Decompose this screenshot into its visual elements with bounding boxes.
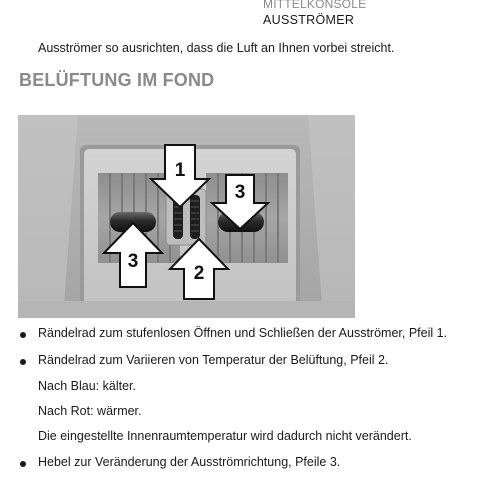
list-item-text: Rändelrad zum Variieren von Temperatur der Belüftung, Pfeil 2. [38, 353, 389, 367]
list-item-text: Rändelrad zum stufenlosen Öffnen und Schließen der Ausströmer, Pfeil 1. [38, 326, 448, 340]
subsection-title: AUSSTRÖMER [263, 13, 355, 27]
section-header [263, 0, 463, 27]
bullet-icon [20, 332, 26, 338]
section-title: MITTELKONSOLE [263, 0, 367, 10]
rear-vent-drawing [18, 115, 355, 318]
blue-setting-text: Nach Blau: kälter. [38, 379, 136, 393]
temperature-note-text: Die eingestellte Innenraumtemperatur wird dadurch nicht verändert. [38, 429, 412, 443]
red-setting-text: Nach Rot: wärmer. [38, 404, 142, 418]
arrow-label-2: 2 [193, 263, 205, 284]
list-item-text: Hebel zur Veränderung der Ausströmrichtung, Pfeile 3. [38, 455, 341, 469]
arrow-label-1: 1 [174, 160, 186, 181]
page-heading: BELÜFTUNG IM FOND [19, 70, 215, 90]
arrow-label-3-left: 3 [127, 251, 139, 272]
bullet-icon [20, 461, 26, 467]
intro-paragraph: Ausströmer so ausrichten, dass die Luft an Ihnen vorbei streicht. [38, 41, 395, 55]
bullet-icon [20, 359, 26, 365]
arrow-label-3-right: 3 [234, 182, 246, 203]
rear-vent-illustration [18, 115, 355, 318]
